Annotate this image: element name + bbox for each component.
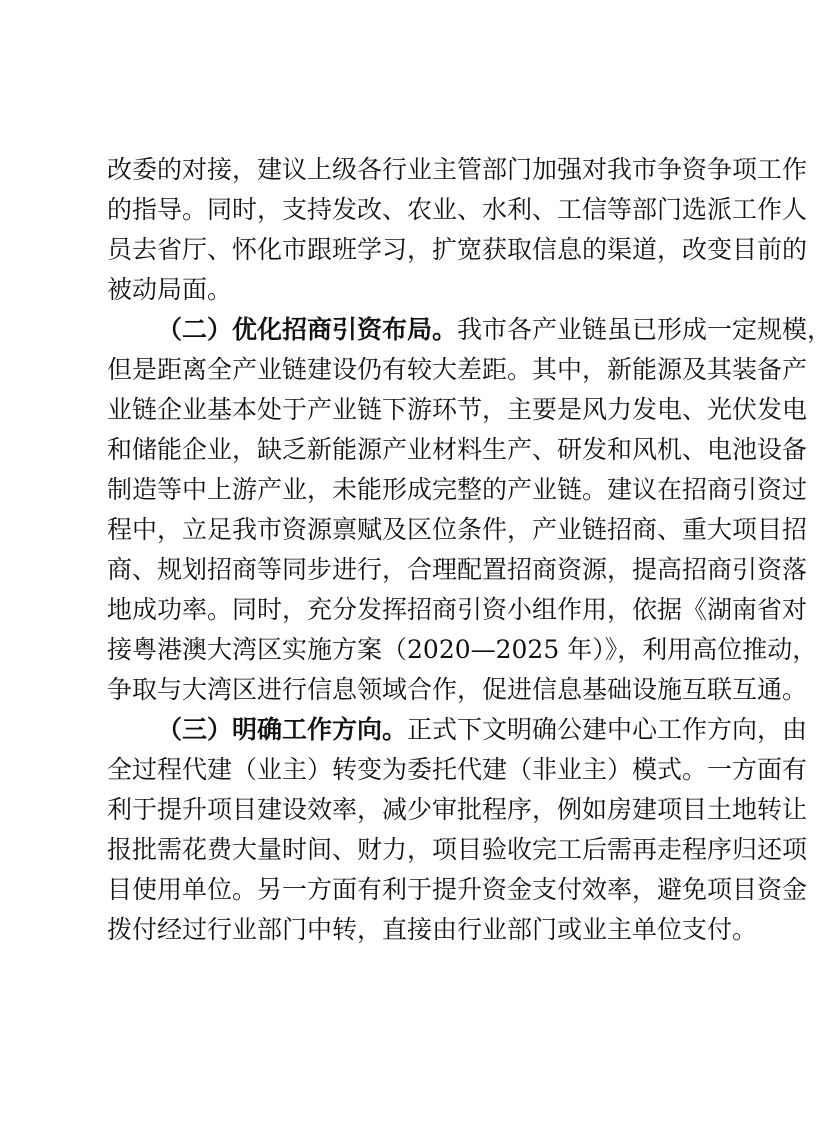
paragraph-3-line: 全过程代建（业主）转变为委托代建（非业主）模式。一方面有 xyxy=(107,755,808,784)
paragraph-3-line: 目使用单位。另一方面有利于提升资金支付效率，避免项目资金 xyxy=(107,875,808,904)
paragraph-2-line: 程中，立足我市资源禀赋及区位条件，产业链招商、重大项目招 xyxy=(107,515,808,544)
paragraph-3-line-last: 拨付经过行业部门中转，直接由行业部门或业主单位支付。 xyxy=(107,915,758,944)
paragraph-2-first-line xyxy=(157,310,832,350)
paragraph-2-first-line-text: 我市各产业链虽已形成一定规模， xyxy=(457,315,832,344)
paragraph-2-line: 争取与大湾区进行信息领域合作，促进信息基础设施互联互通。 xyxy=(107,675,808,704)
section-3-heading: （三）明确工作方向。 xyxy=(157,715,408,744)
paragraph-3-first-line-text: 正式下文明确公建中心工作方向，由 xyxy=(407,715,808,744)
paragraph-3-line: 报批需花费大量时间、财力，项目验收完工后需再走程序归还项 xyxy=(107,835,808,864)
paragraph-2-line: 业链企业基本处于产业链下游环节，主要是风力发电、光伏发电 xyxy=(107,395,808,424)
paragraph-2-line: 商、规划招商等同步进行，合理配置招商资源，提高招商引资落 xyxy=(107,555,808,584)
paragraph-1-line-4: 被动局面。 xyxy=(107,275,233,304)
section-2-heading: （二）优化招商引资布局。 xyxy=(157,315,458,344)
paragraph-2-line: 制造等中上游产业，未能形成完整的产业链。建议在招商引资过 xyxy=(107,475,808,504)
paragraph-1-line-2: 的指导。同时，支持发改、农业、水利、工信等部门选派工作人 xyxy=(107,195,808,224)
paragraph-2-line: 但是距离全产业链建设仍有较大差距。其中，新能源及其装备产 xyxy=(107,355,808,384)
paragraph-3-first-line xyxy=(157,710,808,750)
paragraph-2-line: 地成功率。同时，充分发挥招商引资小组作用，依据《湖南省对 xyxy=(107,595,808,624)
paragraph-3-line: 利于提升项目建设效率，减少审批程序，例如房建项目土地转让 xyxy=(107,795,808,824)
paragraph-1-line-3: 员去省厅、怀化市跟班学习，扩宽获取信息的渠道，改变目前的 xyxy=(107,235,808,264)
paragraph-2-line: 接粤港澳大湾区实施方案（2020—2025 年）》，利用高位推动， xyxy=(107,635,818,664)
paragraph-1-line-1: 改委的对接，建议上级各行业主管部门加强对我市争资争项工作 xyxy=(107,155,808,184)
paragraph-2-line: 和储能企业，缺乏新能源产业材料生产、研发和风机、电池设备 xyxy=(107,435,808,464)
